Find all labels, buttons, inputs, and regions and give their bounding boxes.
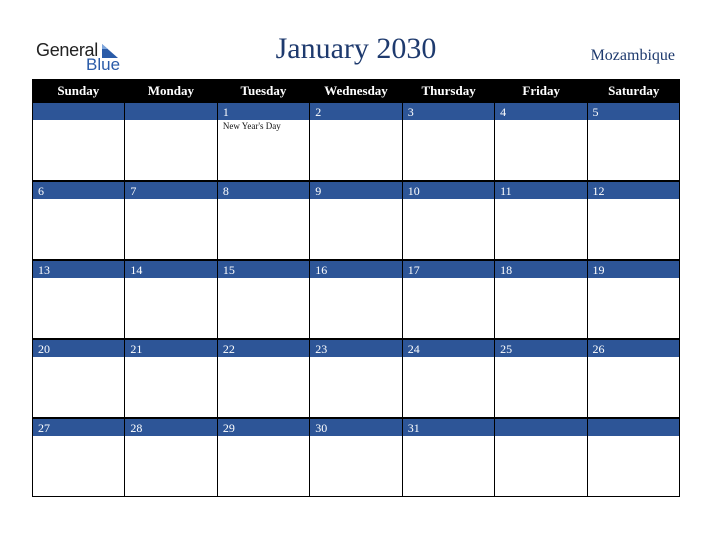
day-number: 15 (218, 260, 309, 278)
calendar-week (32, 339, 680, 418)
day-number: 9 (310, 181, 401, 199)
calendar-week (32, 260, 680, 339)
holiday-label: New Year's Day (222, 121, 281, 131)
calendar-week (32, 102, 680, 181)
calendar-day-cell (309, 418, 401, 496)
calendar-day-cell (32, 181, 124, 259)
calendar-day-cell (124, 181, 216, 259)
calendar-day-cell (587, 181, 680, 259)
weekday-wednesday: Wednesday (324, 83, 388, 98)
calendar-day-cell (32, 102, 124, 180)
day-number (588, 418, 679, 436)
logo-text-blue: Blue (86, 55, 121, 74)
day-number: 21 (125, 339, 216, 357)
calendar-day-cell (309, 260, 401, 338)
weekday-sunday: Sunday (57, 83, 100, 98)
weekday-friday: Friday (522, 83, 560, 98)
calendar-day-cell (402, 418, 494, 496)
calendar-day-cell (124, 102, 216, 180)
day-number: 31 (403, 418, 494, 436)
calendar-day-cell (494, 339, 586, 417)
weekday-saturday: Saturday (608, 83, 660, 98)
day-number: 7 (125, 181, 216, 199)
country-label: Mozambique (590, 47, 675, 64)
calendar-day-cell (494, 181, 586, 259)
weekday-thursday: Thursday (421, 83, 476, 98)
calendar-day-cell (402, 181, 494, 259)
day-number: 4 (495, 102, 586, 120)
calendar-day-cell (587, 339, 680, 417)
day-number: 19 (588, 260, 679, 278)
calendar-day-cell (32, 339, 124, 417)
day-number: 1 (218, 102, 309, 120)
calendar-day-cell (309, 102, 401, 180)
calendar-day-cell (217, 102, 309, 180)
day-number: 23 (310, 339, 401, 357)
day-number: 25 (495, 339, 586, 357)
calendar-day-cell (124, 260, 216, 338)
day-number: 2 (310, 102, 401, 120)
calendar-grid (32, 79, 680, 497)
weekday-header (32, 79, 680, 102)
day-number: 16 (310, 260, 401, 278)
day-number: 8 (218, 181, 309, 199)
calendar-day-cell (217, 181, 309, 259)
calendar-day-cell (32, 260, 124, 338)
calendar-day-cell (402, 102, 494, 180)
calendar-day-cell (494, 418, 586, 496)
calendar-day-cell (124, 418, 216, 496)
logo-text-general: General (36, 40, 98, 60)
day-number: 17 (403, 260, 494, 278)
calendar-week (32, 418, 680, 497)
calendar-day-cell (217, 418, 309, 496)
calendar-day-cell (494, 102, 586, 180)
calendar-week (32, 181, 680, 260)
day-number: 14 (125, 260, 216, 278)
day-number: 11 (495, 181, 586, 199)
calendar-day-cell (217, 260, 309, 338)
day-number: 30 (310, 418, 401, 436)
calendar-day-cell (309, 181, 401, 259)
day-number: 22 (218, 339, 309, 357)
day-number (125, 102, 216, 120)
calendar-day-cell (587, 260, 680, 338)
day-number: 24 (403, 339, 494, 357)
day-number: 6 (33, 181, 124, 199)
calendar-day-cell (587, 102, 680, 180)
day-number: 20 (33, 339, 124, 357)
calendar-day-cell (494, 260, 586, 338)
calendar-day-cell (587, 418, 680, 496)
day-number: 18 (495, 260, 586, 278)
calendar-day-cell (124, 339, 216, 417)
calendar-day-cell (402, 339, 494, 417)
day-number: 28 (125, 418, 216, 436)
day-number: 5 (588, 102, 679, 120)
calendar-title: January 2030 (275, 32, 437, 65)
calendar-day-cell (402, 260, 494, 338)
calendar-day-cell (32, 418, 124, 496)
day-number (33, 102, 124, 120)
day-number: 26 (588, 339, 679, 357)
weekday-tuesday: Tuesday (240, 83, 287, 98)
day-number: 10 (403, 181, 494, 199)
calendar-day-cell (309, 339, 401, 417)
weekday-monday: Monday (147, 83, 194, 98)
day-number: 29 (218, 418, 309, 436)
day-number: 12 (588, 181, 679, 199)
day-number: 27 (33, 418, 124, 436)
day-number (495, 418, 586, 436)
calendar-day-cell (217, 339, 309, 417)
day-number: 13 (33, 260, 124, 278)
day-number: 3 (403, 102, 494, 120)
